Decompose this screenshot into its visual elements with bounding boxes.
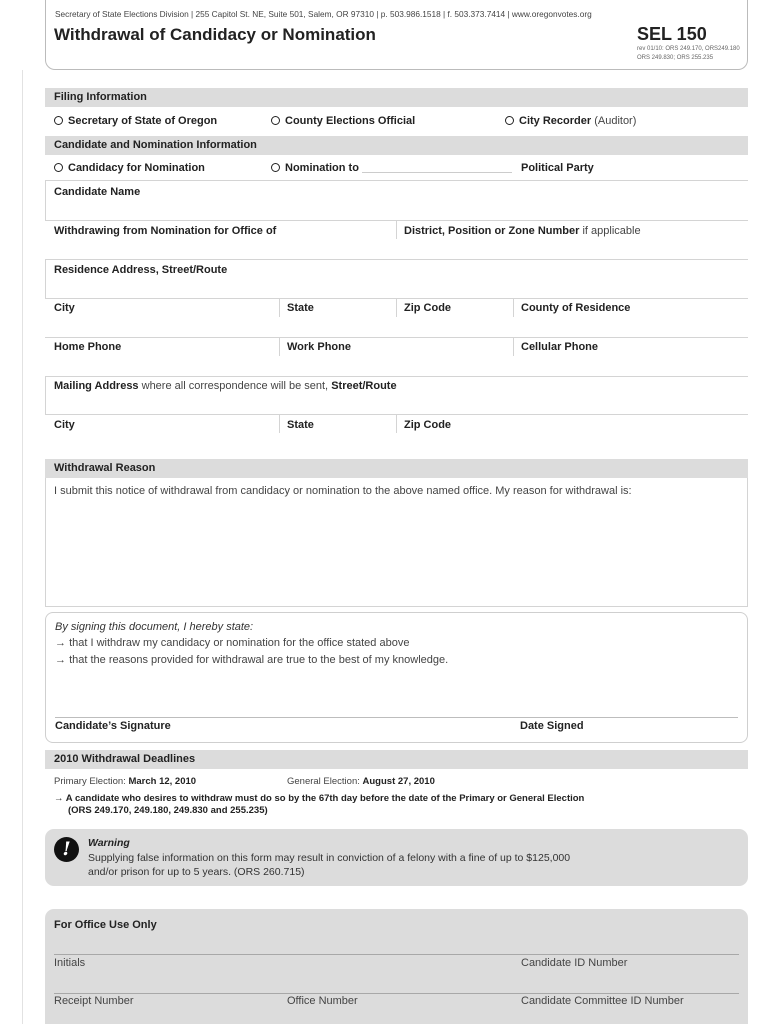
signing-intro: By signing this document, I hereby state: [55, 621, 254, 633]
signature-line[interactable] [55, 717, 738, 718]
deadlines-title: 2010 Withdrawal Deadlines [54, 753, 196, 765]
divider [396, 299, 397, 317]
candidate-info-title: Candidate and Nomination Information [54, 139, 257, 151]
divider [279, 338, 280, 356]
mailing-address-label [54, 380, 397, 392]
divider [279, 415, 280, 433]
divider [45, 376, 748, 377]
signing-point-1-text: that I withdraw my candidacy or nomination for the office stated above [69, 637, 410, 649]
mailing-street-label: Street/Route [331, 380, 397, 392]
receipt-number-label: Receipt Number [54, 995, 134, 1007]
mail-zip-label: Zip Code [404, 419, 452, 431]
residence-address-label: Residence Address, Street/Route [54, 264, 228, 276]
exclamation-icon: ! [54, 837, 79, 862]
primary-date: March 12, 2010 [128, 776, 197, 787]
district-note: if applicable [582, 225, 641, 237]
radio-icon[interactable] [54, 116, 63, 125]
deadline-note-1-text: A candidate who desires to withdraw must do so by the 67th day before the date of the Primary or General Election [65, 793, 585, 804]
filing-option-city[interactable] [505, 115, 636, 127]
office-line [54, 954, 739, 955]
mail-city-label: City [54, 419, 75, 431]
filing-option-county[interactable] [271, 115, 415, 127]
nomination-to-option[interactable] [271, 162, 512, 174]
signing-point-2-text: that the reasons provided for withdrawal are true to the best of my knowledge. [69, 654, 449, 666]
divider [45, 259, 748, 260]
warning-title: Warning [88, 837, 130, 849]
candidate-name-label: Candidate Name [54, 186, 141, 198]
candidate-info-band [45, 136, 748, 155]
arrow-icon: → [55, 637, 70, 649]
divider [45, 377, 46, 414]
withdrawal-reason-text: I submit this notice of withdrawal from candidacy or nomination to the above named office. My reason for withdrawal is: [54, 485, 632, 497]
revision-line-2: ORS 249.830; ORS 255.235 [637, 55, 714, 61]
warning-line-1: Supplying false information on this form may result in conviction of a felony with a fine of up to $125,000 [88, 852, 571, 864]
mailing-label-text: Mailing Address [54, 380, 139, 392]
radio-icon[interactable] [505, 116, 514, 125]
office-use-title: For Office Use Only [54, 919, 157, 931]
deadline-note-1 [54, 793, 584, 804]
page-margin-line [22, 70, 23, 1024]
divider [45, 180, 748, 181]
signature-label: Candidate’s Signature [55, 720, 171, 732]
warning-line-2: and/or prison for up to 5 years. (ORS 260.715) [88, 866, 305, 878]
revision-line-1: rev 01/10: ORS 249.170, ORS249.180 [637, 46, 740, 52]
date-signed-label: Date Signed [520, 720, 584, 732]
nomination-to-label: Nomination to [285, 162, 359, 174]
work-phone-label: Work Phone [287, 341, 351, 353]
radio-icon[interactable] [271, 116, 280, 125]
withdrawal-reason-title: Withdrawal Reason [54, 462, 156, 474]
radio-icon[interactable] [54, 163, 63, 172]
cell-phone-label: Cellular Phone [521, 341, 599, 353]
primary-deadline [54, 776, 196, 787]
committee-id-label: Candidate Committee ID Number [521, 995, 684, 1007]
filing-option-county-label: County Elections Official [285, 115, 416, 127]
initials-label: Initials [54, 957, 86, 969]
primary-label: Primary Election: [54, 776, 126, 787]
arrow-icon: → [54, 793, 66, 804]
mail-state-label: State [287, 419, 314, 431]
warning-box [45, 829, 748, 886]
office-line [54, 993, 739, 994]
deadline-note-2: (ORS 249.170, 249.180, 249.830 and 255.235) [68, 805, 268, 816]
district-label-text: District, Position or Zone Number [404, 225, 580, 237]
arrow-icon: → [55, 654, 70, 666]
filing-option-city-note: (Auditor) [594, 115, 637, 127]
political-party-label: Political Party [521, 162, 594, 174]
divider [45, 478, 46, 606]
candidate-id-label: Candidate ID Number [521, 957, 628, 969]
form-title: Withdrawal of Candidacy or Nomination [54, 25, 376, 44]
withdrawal-reason-band [45, 459, 748, 478]
filing-option-city-label: City Recorder [519, 115, 592, 127]
divider [45, 181, 46, 220]
deadlines-band [45, 750, 748, 769]
withdrawing-office-label: Withdrawing from Nomination for Office of [54, 225, 277, 237]
state-label: State [287, 302, 314, 314]
form-code: SEL 150 [637, 24, 707, 44]
divider [279, 299, 280, 317]
divider [396, 221, 397, 239]
general-deadline [287, 776, 435, 787]
district-label [404, 225, 641, 237]
divider [396, 415, 397, 433]
form-header [45, 0, 748, 70]
divider [45, 606, 748, 607]
divider [513, 338, 514, 356]
filing-option-sos-label: Secretary of State of Oregon [68, 115, 218, 127]
mailing-note: where all correspondence will be sent, [141, 380, 329, 392]
divider [747, 478, 748, 606]
filing-option-sos[interactable] [54, 115, 217, 127]
office-number-label: Office Number [287, 995, 358, 1007]
divider [45, 260, 46, 298]
filing-info-title: Filing Information [54, 91, 147, 103]
county-label: County of Residence [521, 302, 631, 314]
signing-point-2 [55, 654, 448, 666]
revision-note [637, 45, 747, 63]
signing-point-1 [55, 637, 409, 649]
divider [513, 299, 514, 317]
candidacy-option[interactable] [54, 162, 205, 174]
signature-box [45, 612, 748, 743]
radio-icon[interactable] [271, 163, 280, 172]
zip-label: Zip Code [404, 302, 452, 314]
divider [45, 337, 748, 338]
contact-line: Secretary of State Elections Division | 255 Capitol St. NE, Suite 501, Salem, OR 97310 | p. 503.986.1518 | f. 503.373.7414 | www.oregonvotes.org [55, 9, 592, 19]
filing-info-band [45, 88, 748, 107]
candidacy-option-label: Candidacy for Nomination [68, 162, 205, 174]
home-phone-label: Home Phone [54, 341, 122, 353]
general-date: August 27, 2010 [362, 776, 435, 787]
city-label: City [54, 302, 75, 314]
general-label: General Election: [287, 776, 360, 787]
nomination-to-field[interactable] [362, 172, 512, 173]
office-use-box [45, 909, 748, 1024]
